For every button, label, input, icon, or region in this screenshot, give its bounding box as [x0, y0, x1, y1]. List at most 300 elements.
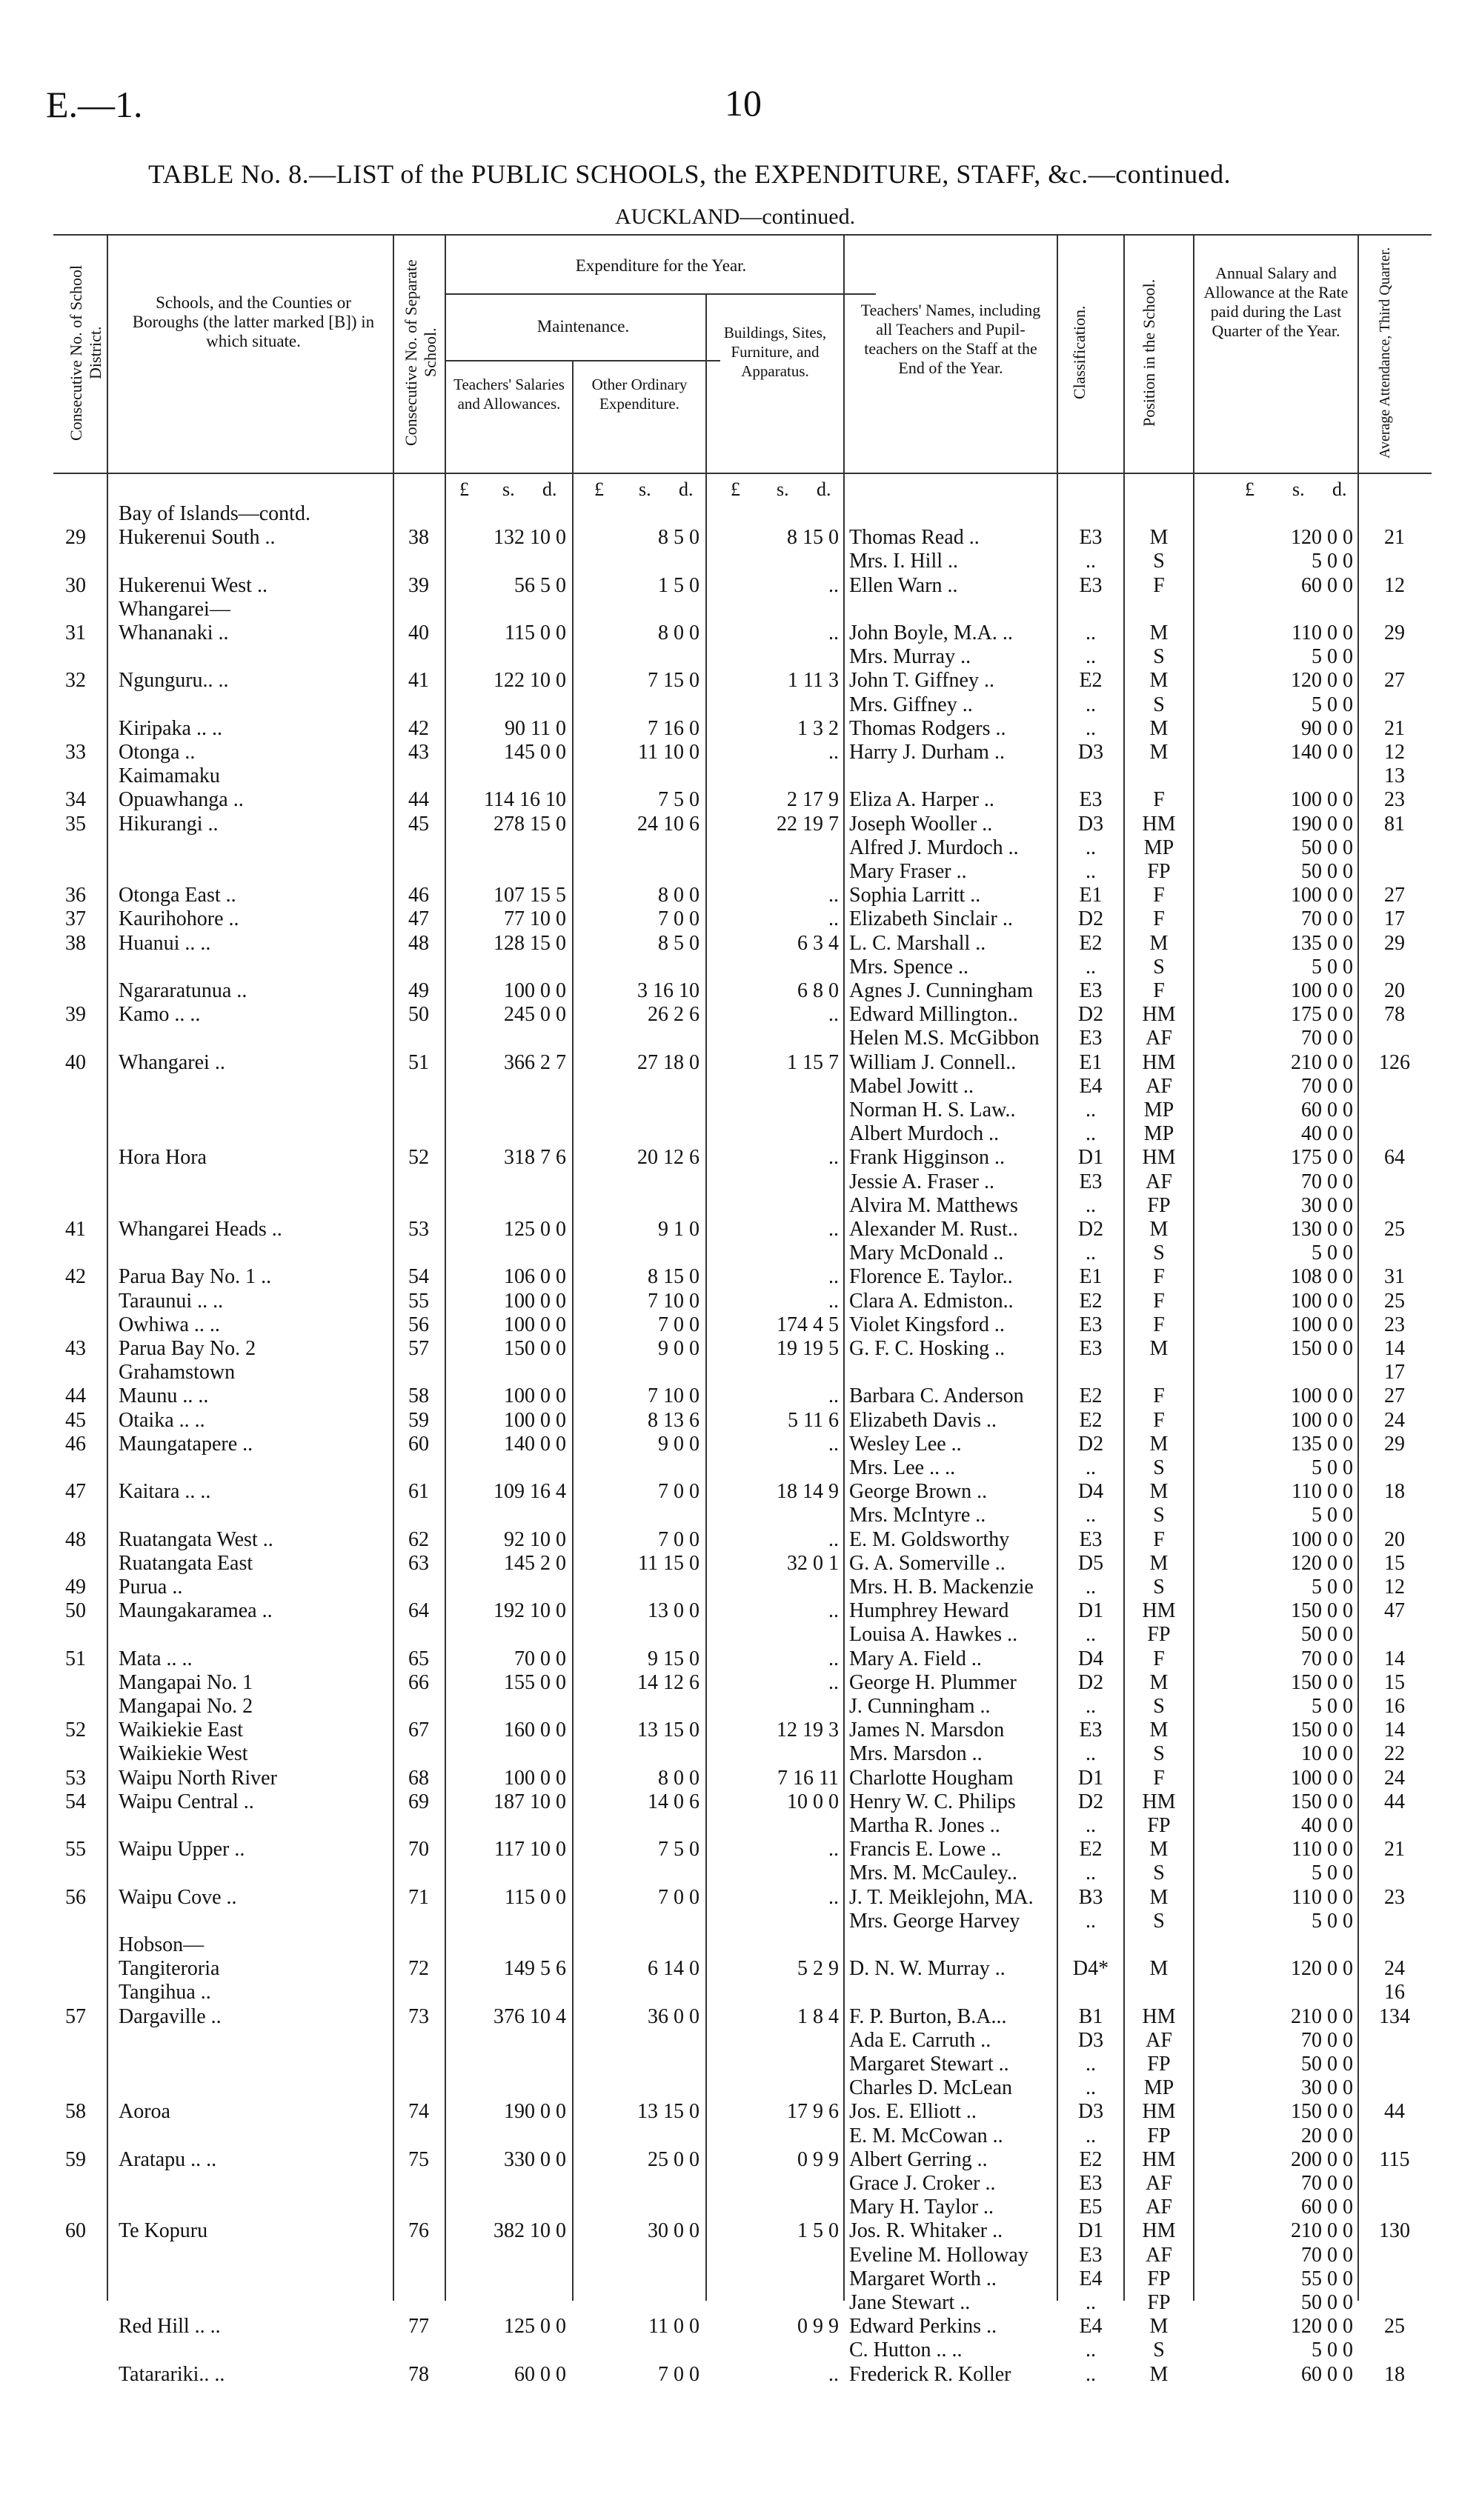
table-row [53, 2196, 1432, 2219]
teacher-name-cell: Barbara C. Anderson [849, 1384, 1024, 1408]
position-cell: M [1149, 669, 1169, 693]
attendance-cell: 18 [1384, 2362, 1405, 2386]
classification-cell: D2 [1077, 907, 1104, 931]
position-cell: F [1153, 1527, 1165, 1551]
annual-salary-cell: 100 0 0 [1291, 1289, 1353, 1313]
other-expenditure-cell: 7 5 0 [658, 788, 699, 812]
buildings-cell: 8 15 0 [787, 526, 839, 550]
other-expenditure-cell: 7 0 0 [658, 1480, 699, 1504]
attendance-cell: 27 [1384, 884, 1405, 907]
teacher-name-cell: Harry J. Durham .. [849, 741, 1005, 764]
salaries-cell: 100 0 0 [504, 1766, 566, 1790]
school-name-cell: Mangapai No. 2 [119, 1695, 253, 1718]
table-row [53, 621, 1432, 645]
other-expenditure-cell: 9 0 0 [658, 1432, 699, 1456]
position-cell: AF [1146, 2196, 1172, 2219]
teacher-name-cell: George H. Plummer [849, 1670, 1017, 1694]
school-no-cell: 49 [408, 979, 429, 1002]
classification-cell: E3 [1079, 788, 1103, 812]
salaries-cell: 132 10 0 [493, 526, 566, 550]
classification-cell: E3 [1079, 1170, 1103, 1193]
annual-salary-cell: 70 0 0 [1301, 1027, 1353, 1050]
other-expenditure-cell: 14 12 6 [637, 1670, 699, 1694]
section-heading: Bay of Islands—contd. [119, 502, 310, 525]
school-no-cell: 65 [408, 1647, 429, 1670]
table-row [53, 1861, 1432, 1885]
classification-cell: .. [1086, 2291, 1096, 2314]
other-expenditure-cell: 13 15 0 [637, 1719, 699, 1742]
table-row [53, 1122, 1432, 1146]
school-name-cell: Red Hill .. .. [119, 2315, 221, 2339]
position-cell: FP [1147, 2053, 1171, 2076]
table-row [53, 1075, 1432, 1099]
annual-salary-cell: 100 0 0 [1291, 884, 1353, 907]
position-cell: FP [1147, 1193, 1171, 1217]
salaries-cell: 56 5 0 [514, 573, 566, 597]
teacher-name-cell: Wesley Lee .. [849, 1432, 962, 1456]
district-no-cell: 50 [65, 1599, 86, 1623]
attendance-cell: 29 [1384, 931, 1405, 955]
attendance-cell: 23 [1384, 1885, 1405, 1909]
position-cell: AF [1146, 2028, 1172, 2052]
position-cell: S [1153, 1504, 1165, 1527]
annual-salary-cell: 5 0 0 [1312, 693, 1353, 716]
annual-salary-cell: 5 0 0 [1312, 1861, 1353, 1885]
classification-cell: .. [1086, 836, 1096, 859]
attendance-cell: 64 [1384, 1146, 1405, 1170]
attendance-cell: 44 [1384, 1790, 1405, 1813]
classification-cell: .. [1086, 645, 1096, 669]
position-cell: AF [1146, 1027, 1172, 1050]
school-no-cell: 74 [408, 2100, 429, 2124]
classification-cell: E1 [1079, 1265, 1103, 1289]
position-cell: AF [1146, 2243, 1172, 2267]
school-no-cell: 54 [408, 1265, 429, 1289]
school-name-cell: Ngunguru.. .. [119, 669, 229, 693]
position-cell: S [1153, 1695, 1165, 1718]
table-row [53, 2124, 1432, 2148]
buildings-cell: 7 16 11 [777, 1766, 839, 1790]
position-cell: S [1153, 550, 1165, 573]
position-cell: FP [1147, 1623, 1171, 1647]
col-header-schools: Schools, and the Counties or Boroughs (the latter marked [B]) in which situate. [132, 293, 375, 350]
position-cell: M [1149, 1957, 1169, 1981]
teacher-name-cell: Elizabeth Sinclair .. [849, 907, 1013, 931]
table-row [53, 2076, 1432, 2100]
annual-salary-cell: 100 0 0 [1291, 788, 1353, 812]
annual-salary-cell: 110 0 0 [1292, 621, 1353, 644]
annual-salary-cell: 100 0 0 [1291, 979, 1353, 1002]
school-name-cell: Whananaki .. [119, 621, 229, 644]
position-cell: M [1149, 741, 1169, 764]
annual-salary-cell: 150 0 0 [1291, 1670, 1353, 1694]
salaries-cell: 149 5 6 [504, 1957, 566, 1981]
attendance-cell: 115 [1379, 2147, 1410, 2171]
other-expenditure-cell: 8 5 0 [658, 526, 699, 550]
buildings-cell: .. [828, 1432, 839, 1456]
school-name-cell: Tatarariki.. .. [119, 2362, 225, 2386]
buildings-cell: 12 19 3 [777, 1719, 839, 1742]
classification-cell: D5 [1077, 1551, 1104, 1575]
annual-salary-cell: 10 0 0 [1301, 1742, 1353, 1766]
school-no-cell: 56 [408, 1313, 429, 1336]
annual-salary-cell: 150 0 0 [1291, 1599, 1353, 1623]
attendance-cell: 14 [1384, 1337, 1405, 1360]
attendance-cell: 78 [1384, 1003, 1405, 1027]
buildings-cell: .. [828, 1289, 839, 1313]
school-name-cell: Waipu North River [119, 1766, 277, 1790]
position-cell: MP [1143, 1099, 1174, 1121]
attendance-cell: 16 [1384, 1981, 1405, 2004]
district-no-cell: 48 [65, 1527, 86, 1551]
district-no-cell: 53 [65, 1766, 86, 1790]
teacher-name-cell: J. T. Meiklejohn, MA. [849, 1885, 1034, 1909]
position-cell: M [1149, 1719, 1169, 1742]
salaries-cell: 107 15 5 [493, 884, 566, 907]
salaries-cell: 376 10 4 [493, 2004, 566, 2028]
unit-pound: £ [1245, 479, 1254, 500]
teacher-name-cell: Mary H. Taylor .. [849, 2196, 994, 2219]
buildings-cell: 5 2 9 [797, 1957, 839, 1981]
classification-cell: D2 [1077, 1003, 1104, 1027]
annual-salary-cell: 120 0 0 [1291, 669, 1353, 693]
table-row [53, 1742, 1432, 1766]
teacher-name-cell: G. A. Somerville .. [849, 1551, 1006, 1575]
teacher-name-cell: Henry W. C. Philips [849, 1790, 1016, 1813]
other-expenditure-cell: 7 10 0 [648, 1384, 699, 1408]
classification-cell: .. [1086, 1576, 1096, 1599]
school-name-cell: Otaika .. .. [119, 1408, 205, 1432]
district-no-cell: 39 [65, 1003, 86, 1027]
annual-salary-cell: 100 0 0 [1291, 1384, 1353, 1408]
attendance-cell: 31 [1384, 1265, 1405, 1289]
salaries-cell: 100 0 0 [504, 1384, 566, 1408]
salaries-cell: 100 0 0 [504, 1289, 566, 1313]
classification-cell: .. [1086, 1122, 1096, 1146]
teacher-name-cell: Mrs. I. Hill .. [849, 550, 958, 573]
col-header-attendance: Average Attendance, Third Quarter. [1377, 247, 1393, 459]
position-cell: AF [1146, 1074, 1172, 1098]
position-cell: HM [1142, 2004, 1176, 2028]
buildings-cell: 1 5 0 [797, 2219, 839, 2243]
annual-salary-cell: 120 0 0 [1291, 1551, 1353, 1575]
teacher-name-cell: Mrs. Lee .. .. [849, 1456, 956, 1479]
school-name-cell: Kiripaka .. .. [119, 716, 222, 740]
school-name-cell: Hukerenui South .. [119, 526, 276, 550]
document-code: E.—1. [46, 84, 143, 125]
table-row [53, 1623, 1432, 1647]
salaries-cell: 187 10 0 [493, 1790, 566, 1813]
district-no-cell: 60 [65, 2219, 86, 2243]
classification-cell: .. [1086, 716, 1096, 740]
other-expenditure-cell: 26 2 6 [648, 1003, 699, 1027]
classification-cell: D3 [1077, 812, 1104, 836]
teacher-name-cell: Ada E. Carruth .. [849, 2028, 991, 2052]
classification-cell: B3 [1078, 1885, 1103, 1909]
classification-cell: E3 [1079, 979, 1103, 1002]
buildings-cell: 0 9 9 [797, 2315, 839, 2339]
salaries-cell: 155 0 0 [504, 1670, 566, 1694]
school-no-cell: 76 [408, 2219, 429, 2243]
table-row [53, 1528, 1432, 1552]
position-cell: F [1153, 884, 1165, 907]
teacher-name-cell: D. N. W. Murray .. [849, 1957, 1006, 1981]
attendance-cell: 23 [1384, 1313, 1405, 1336]
school-name-cell: Parua Bay No. 2 [119, 1337, 256, 1360]
salaries-cell: 92 10 0 [504, 1527, 566, 1551]
table-row [53, 2315, 1432, 2339]
school-name-cell: Aratapu .. .. [119, 2147, 217, 2171]
annual-salary-cell: 70 0 0 [1301, 1647, 1353, 1670]
attendance-cell: 21 [1384, 1838, 1405, 1861]
attendance-cell: 126 [1379, 1050, 1410, 1074]
district-no-cell: 37 [65, 907, 86, 931]
classification-cell: D3 [1077, 2100, 1104, 2124]
table-row [53, 1695, 1432, 1719]
other-expenditure-cell: 7 0 0 [658, 1527, 699, 1551]
table-row [53, 526, 1432, 550]
annual-salary-cell: 130 0 0 [1291, 1218, 1353, 1241]
classification-cell: .. [1086, 2124, 1096, 2147]
attendance-cell: 17 [1384, 907, 1405, 931]
teacher-name-cell: Margaret Worth .. [849, 2267, 997, 2290]
table-row [53, 907, 1432, 931]
school-name-cell: Waipu Central .. [119, 1790, 254, 1813]
table-row [53, 1886, 1432, 1910]
school-name-cell: Opuawhanga .. [119, 788, 244, 812]
table-row [53, 693, 1432, 717]
annual-salary-cell: 210 0 0 [1291, 1050, 1353, 1074]
school-no-cell: 53 [408, 1218, 429, 1241]
classification-cell: E4 [1079, 1074, 1103, 1098]
school-no-cell: 64 [408, 1599, 429, 1623]
table-row [53, 1767, 1432, 1790]
position-cell: S [1153, 1909, 1165, 1933]
school-no-cell: 67 [408, 1719, 429, 1742]
school-name-cell: Waipu Upper .. [119, 1838, 245, 1861]
school-no-cell: 45 [408, 812, 429, 836]
teacher-name-cell: Eveline M. Holloway [849, 2243, 1028, 2267]
school-name-cell: Tangiteroria [119, 1957, 220, 1981]
annual-salary-cell: 40 0 0 [1301, 1122, 1353, 1146]
classification-cell: E2 [1079, 2147, 1103, 2171]
teacher-name-cell: E. M. McCowan .. [849, 2124, 1003, 2147]
annual-salary-cell: 40 0 0 [1301, 1814, 1353, 1837]
table-row [53, 1337, 1432, 1361]
table-row [53, 2100, 1432, 2124]
col-header-buildings: Buildings, Sites, Furniture, and Apparatus. [723, 324, 827, 380]
school-no-cell: 48 [408, 931, 429, 955]
other-expenditure-cell: 8 15 0 [648, 1265, 699, 1289]
buildings-cell: 18 14 9 [777, 1480, 839, 1504]
school-no-cell: 42 [408, 716, 429, 740]
attendance-cell: 22 [1384, 1742, 1405, 1766]
salaries-cell: 125 0 0 [504, 2315, 566, 2339]
table-row [53, 1433, 1432, 1456]
school-name-cell: Whangarei Heads .. [119, 1218, 282, 1241]
col-header-district-no: Consecutive No. of School District. [67, 264, 104, 441]
table-row [53, 2244, 1432, 2267]
teacher-name-cell: Mrs. George Harvey [849, 1909, 1020, 1933]
annual-salary-cell: 5 0 0 [1312, 1909, 1353, 1933]
table-row [53, 2291, 1432, 2315]
position-cell: M [1149, 1670, 1169, 1694]
school-no-cell: 69 [408, 1790, 429, 1813]
classification-cell: .. [1086, 693, 1096, 716]
school-no-cell: 60 [408, 1432, 429, 1456]
district-no-cell: 44 [65, 1384, 86, 1408]
teacher-name-cell: Jane Stewart .. [849, 2291, 971, 2314]
buildings-cell: 22 19 7 [777, 812, 839, 836]
position-cell: M [1149, 716, 1169, 740]
attendance-cell: 20 [1384, 1527, 1405, 1551]
position-cell: M [1149, 1885, 1169, 1909]
other-expenditure-cell: 9 0 0 [658, 1337, 699, 1360]
annual-salary-cell: 5 0 0 [1312, 955, 1353, 979]
teacher-name-cell: Albert Murdoch .. [849, 1122, 1000, 1146]
position-cell: F [1153, 1289, 1165, 1313]
annual-salary-cell: 100 0 0 [1291, 1527, 1353, 1551]
buildings-cell: 6 8 0 [797, 979, 839, 1002]
district-no-cell: 40 [65, 1050, 86, 1074]
classification-cell: .. [1086, 1456, 1096, 1479]
classification-cell: E3 [1079, 1027, 1103, 1050]
classification-cell: E3 [1079, 1719, 1103, 1742]
district-no-cell: 58 [65, 2100, 86, 2124]
attendance-cell: 16 [1384, 1695, 1405, 1718]
other-expenditure-cell: 7 16 0 [648, 716, 699, 740]
annual-salary-cell: 175 0 0 [1291, 1146, 1353, 1170]
classification-cell: E3 [1079, 526, 1103, 550]
position-cell: M [1149, 1218, 1169, 1241]
attendance-cell: 81 [1384, 812, 1405, 836]
salaries-cell: 125 0 0 [504, 1218, 566, 1241]
annual-salary-cell: 20 0 0 [1301, 2124, 1353, 2147]
section-row [53, 598, 1432, 621]
attendance-cell: 29 [1384, 1432, 1405, 1456]
district-no-cell: 52 [65, 1719, 86, 1742]
position-cell: HM [1142, 1050, 1176, 1074]
table-row [53, 1146, 1432, 1170]
buildings-cell: .. [828, 1647, 839, 1670]
table-row [53, 1838, 1432, 1861]
table-row [53, 956, 1432, 979]
teacher-name-cell: Sophia Larritt .. [849, 884, 981, 907]
teacher-name-cell: Margaret Stewart .. [849, 2053, 1009, 2076]
table-row [53, 2363, 1432, 2387]
classification-cell: .. [1086, 2053, 1096, 2076]
table-row [53, 860, 1432, 884]
district-no-cell: 31 [65, 621, 86, 644]
other-expenditure-cell: 25 0 0 [648, 2147, 699, 2171]
table-row [53, 574, 1432, 598]
annual-salary-cell: 50 0 0 [1301, 2291, 1353, 2314]
position-cell: S [1153, 645, 1165, 669]
position-cell: F [1153, 979, 1165, 1002]
classification-cell: D4 [1077, 1647, 1104, 1670]
table-row [53, 884, 1432, 907]
header-bottom-rule [53, 473, 1432, 474]
other-expenditure-cell: 9 1 0 [658, 1218, 699, 1241]
table-row [53, 1290, 1432, 1313]
teacher-name-cell: Florence E. Taylor.. [849, 1265, 1013, 1289]
table-row [53, 741, 1432, 764]
classification-cell: .. [1086, 1695, 1096, 1718]
other-expenditure-cell: 7 15 0 [648, 669, 699, 693]
district-no-cell: 57 [65, 2004, 86, 2028]
teacher-name-cell: Martha R. Jones .. [849, 1814, 1000, 1837]
table-row [53, 764, 1432, 788]
classification-cell: B1 [1078, 2004, 1103, 2028]
col-header-school-no: Consecutive No. of Separate School. [402, 259, 439, 446]
district-no-cell: 45 [65, 1408, 86, 1432]
annual-salary-cell: 70 0 0 [1301, 907, 1353, 931]
school-name-cell: Purua .. [119, 1576, 183, 1599]
classification-cell: D2 [1077, 1218, 1104, 1241]
position-cell: AF [1146, 2172, 1172, 2195]
other-expenditure-cell: 11 10 0 [638, 741, 699, 764]
classification-cell: E3 [1079, 1527, 1103, 1551]
classification-cell: .. [1086, 1623, 1096, 1647]
teacher-name-cell: Albert Gerring .. [849, 2147, 988, 2171]
teacher-name-cell: Mrs. McIntyre .. [849, 1504, 986, 1527]
annual-salary-cell: 120 0 0 [1291, 526, 1353, 550]
district-no-cell: 32 [65, 669, 86, 693]
classification-cell: .. [1086, 1814, 1096, 1837]
buildings-cell: 17 9 6 [787, 2100, 839, 2124]
classification-cell: E2 [1079, 1384, 1103, 1408]
classification-cell: E3 [1079, 1337, 1103, 1360]
classification-cell: .. [1086, 860, 1096, 883]
table-row [53, 2219, 1432, 2243]
annual-salary-cell: 190 0 0 [1291, 812, 1353, 836]
table-row [53, 1361, 1432, 1384]
district-no-cell: 35 [65, 812, 86, 836]
school-no-cell: 55 [408, 1289, 429, 1313]
district-no-cell: 51 [65, 1647, 86, 1670]
annual-salary-cell: 55 0 0 [1301, 2267, 1353, 2290]
table-row [53, 788, 1432, 812]
teacher-name-cell: Mary A. Field .. [849, 1647, 982, 1670]
position-cell: S [1153, 1742, 1165, 1766]
section-heading: Hobson— [119, 1933, 205, 1956]
classification-cell: E4 [1079, 2267, 1103, 2290]
teacher-name-cell: G. F. C. Hosking .. [849, 1337, 1006, 1360]
annual-salary-cell: 70 0 0 [1301, 2028, 1353, 2052]
annual-salary-cell: 60 0 0 [1301, 1099, 1353, 1121]
classification-cell: .. [1086, 1742, 1096, 1766]
teacher-name-cell: Grace J. Croker .. [849, 2172, 996, 2195]
buildings-cell: 174 4 5 [777, 1313, 839, 1336]
position-cell: M [1149, 621, 1169, 644]
teacher-name-cell: Mrs. Giffney .. [849, 693, 973, 716]
annual-salary-cell: 50 0 0 [1301, 2053, 1353, 2076]
attendance-cell: 21 [1384, 526, 1405, 550]
col-header-classification: Classification. [1070, 305, 1089, 400]
teacher-name-cell: Joseph Wooller .. [849, 812, 993, 836]
school-no-cell: 78 [408, 2362, 429, 2386]
classification-cell: D4* [1072, 1957, 1109, 1981]
district-no-cell: 34 [65, 788, 86, 812]
salaries-cell: 114 16 10 [484, 788, 566, 812]
attendance-cell: 12 [1384, 573, 1405, 597]
annual-salary-cell: 30 0 0 [1301, 1193, 1353, 1217]
position-cell: M [1149, 931, 1169, 955]
table-row [53, 1409, 1432, 1433]
table-top-rule [53, 234, 1432, 236]
attendance-cell: 27 [1384, 1384, 1405, 1408]
school-no-cell: 50 [408, 1003, 429, 1027]
